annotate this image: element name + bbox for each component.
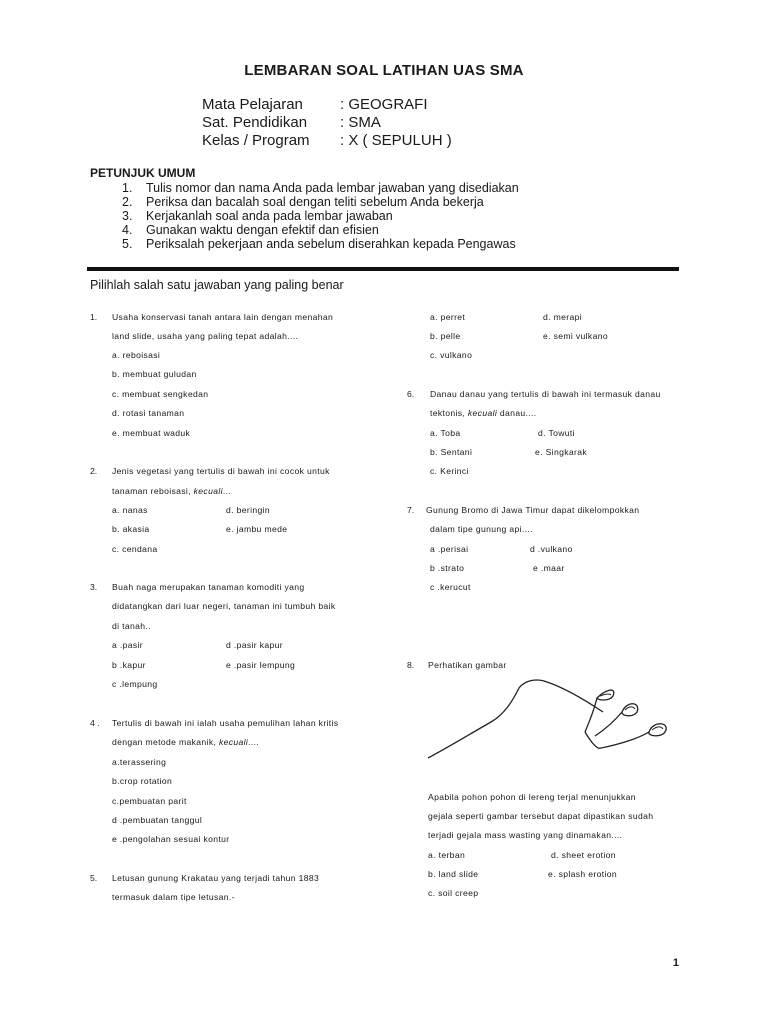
- option: d. merapi: [543, 312, 582, 322]
- instruction-number: 4.: [122, 223, 133, 237]
- question-text: Gunung Bromo di Jawa Timur dapat dikelompokkan: [426, 505, 640, 515]
- instruction-text: Periksalah pekerjaan anda sebelum diserahkan kepada Pengawas: [146, 237, 516, 251]
- question-text: Tertulis di bawah ini ialah usaha pemulihan lahan kritis: [112, 718, 339, 728]
- question-text-part: ....: [248, 737, 260, 747]
- question-number: 1.: [90, 312, 98, 322]
- question-text: [112, 486, 231, 496]
- question-text-part: tektonis,: [430, 408, 468, 418]
- option: e. membuat waduk: [112, 428, 191, 438]
- option: e. jambu mede: [226, 524, 288, 534]
- option: a.terassering: [112, 757, 167, 767]
- meta-label-education: Sat. Pendidikan: [202, 114, 308, 131]
- question-number: 8.: [407, 660, 415, 670]
- option: e .maar: [533, 563, 565, 573]
- option: d. Towuti: [538, 428, 575, 438]
- directive-text: Pilihlah salah satu jawaban yang paling benar: [90, 278, 344, 292]
- question-text: Jenis vegetasi yang tertulis di bawah ini cocok untuk: [112, 466, 330, 476]
- question-text: termasuk dalam tipe letusan.-: [112, 892, 235, 902]
- option: e .pasir lempung: [226, 660, 296, 670]
- option: e .pengolahan sesuai kontur: [112, 834, 230, 844]
- question-text: di tanah..: [112, 621, 151, 631]
- option: e. semi vulkano: [543, 331, 608, 341]
- option: b .strato: [430, 563, 465, 573]
- option: b .kapur: [112, 660, 146, 670]
- option: a. perret: [430, 312, 466, 322]
- option: a. Toba: [430, 428, 461, 438]
- instruction-text: Kerjakanlah soal anda pada lembar jawaban: [146, 209, 393, 223]
- option: b.crop rotation: [112, 776, 173, 786]
- instruction-text: Tulis nomor dan nama Anda pada lembar jawaban yang disediakan: [146, 181, 519, 195]
- question-number: 5.: [90, 873, 98, 883]
- option: d. sheet erotion: [551, 850, 616, 860]
- meta-label-class: Kelas / Program: [202, 132, 310, 149]
- option: d. rotasi tanaman: [112, 408, 185, 418]
- question-number: 2.: [90, 466, 98, 476]
- question-text: didatangkan dari luar negeri, tanaman ini tumbuh baik: [112, 601, 336, 611]
- instruction-number: 1.: [122, 181, 133, 195]
- question-text: Apabila pohon pohon di lereng terjal menunjukkan: [428, 792, 636, 802]
- page-number: 1: [672, 957, 679, 969]
- option: c .lempung: [112, 679, 158, 689]
- slope-tree-illustration: [425, 670, 680, 790]
- option: c .kerucut: [430, 582, 471, 592]
- option: c. cendana: [112, 544, 158, 554]
- option: a .perisai: [430, 544, 469, 554]
- question-text-part: danau....: [497, 408, 537, 418]
- option: c. soil creep: [428, 888, 479, 898]
- option: d .pembuatan tanggul: [112, 815, 203, 825]
- option: c. membuat sengkedan: [112, 389, 209, 399]
- option: d .vulkano: [530, 544, 573, 554]
- instruction-text: Periksa dan bacalah soal dengan teliti sebelum Anda bekerja: [146, 195, 484, 209]
- instruction-number: 3.: [122, 209, 133, 223]
- question-number: 3.: [90, 582, 98, 592]
- meta-label-subject: Mata Pelajaran: [202, 96, 303, 113]
- option: b. Sentani: [430, 447, 473, 457]
- question-text: dalam tipe gunung api....: [430, 524, 533, 534]
- option: a .pasir: [112, 640, 143, 650]
- document-title: LEMBARAN SOAL LATIHAN UAS SMA: [244, 62, 524, 79]
- emphasis-text: kecuali: [467, 408, 498, 418]
- option: b. akasia: [112, 524, 150, 534]
- option: d .pasir kapur: [226, 640, 283, 650]
- question-text-part: dengan metode makanik,: [112, 737, 219, 747]
- meta-value-class: : X ( SEPULUH ): [340, 132, 452, 149]
- question-number: 4 .: [90, 718, 100, 728]
- option: c.pembuatan parit: [112, 796, 187, 806]
- question-text-part: tanaman reboisasi,: [112, 486, 194, 496]
- option: e. splash erotion: [548, 869, 618, 879]
- meta-value-subject: : GEOGRAFI: [340, 96, 428, 113]
- option: b. pelle: [430, 331, 461, 341]
- option: b. land slide: [428, 869, 479, 879]
- question-text: [430, 408, 536, 418]
- option: a. reboisasi: [112, 350, 161, 360]
- option: a. terban: [428, 850, 466, 860]
- option: b. membuat guludan: [112, 369, 197, 379]
- question-text: terjadi gejala mass wasting yang dinamakan....: [428, 830, 623, 840]
- question-number: 7.: [407, 505, 415, 515]
- option: d. beringin: [226, 505, 270, 515]
- meta-value-education: : SMA: [340, 114, 381, 131]
- emphasis-text: kecuali: [193, 486, 223, 496]
- question-text: Letusan gunung Krakatau yang terjadi tahun 1883: [112, 873, 320, 883]
- question-text: Usaha konservasi tanah antara lain dengan menahan: [112, 312, 334, 322]
- section-divider: [87, 267, 679, 271]
- instruction-number: 2.: [122, 195, 133, 209]
- question-text: land slide, usaha yang paling tepat adalah....: [112, 331, 299, 341]
- option: e. Singkarak: [535, 447, 587, 457]
- question-text: gejala seperti gambar tersebut dapat dipastikan sudah: [428, 811, 654, 821]
- option: a. nanas: [112, 505, 148, 515]
- option: c. Kerinci: [430, 466, 469, 476]
- question-number: 6.: [407, 389, 415, 399]
- instructions-heading: PETUNJUK UMUM: [90, 166, 196, 180]
- question-text: Buah naga merupakan tanaman komoditi yang: [112, 582, 305, 592]
- question-text: [112, 737, 259, 747]
- emphasis-text: kecuali: [218, 737, 249, 747]
- instruction-text: Gunakan waktu dengan efektif dan efisien: [146, 223, 379, 237]
- question-text-part: ...: [222, 486, 232, 496]
- option: c. vulkano: [430, 350, 473, 360]
- question-text: Perhatikan gambar: [428, 660, 507, 670]
- question-text: Danau danau yang tertulis di bawah ini termasuk danau: [430, 389, 661, 399]
- instruction-number: 5.: [122, 237, 133, 251]
